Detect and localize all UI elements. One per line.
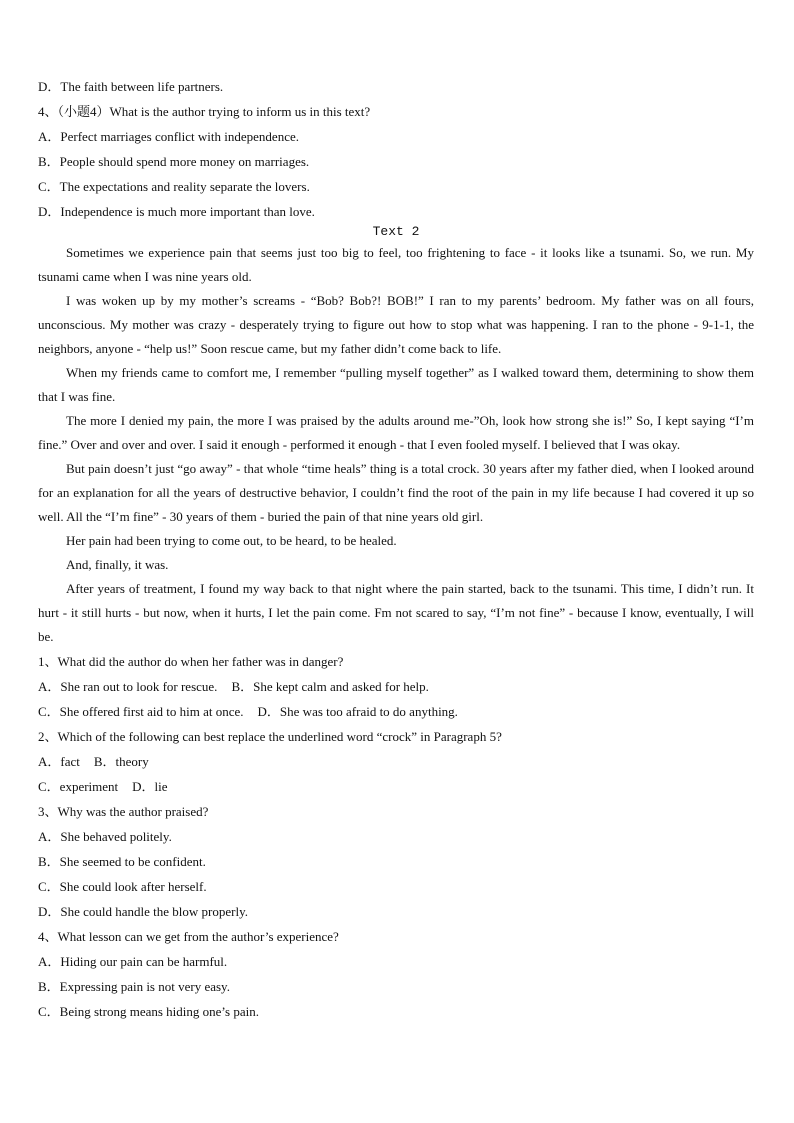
- question-1-options-cd: [38, 699, 754, 724]
- question-2-option-b: B．theory: [93, 754, 149, 769]
- question-3-option-c: C．She could look after herself.: [38, 879, 207, 894]
- question-4-option-c: C．Being strong means hiding one’s pain.: [38, 1004, 259, 1019]
- text2-paragraph-5: But pain doesn’t just “go away” - that whole “time heals” thing is a total crock. 30 years after my father died, when I looked around for an explanation for all the years of destructive behavior, I couldn’t find the root of the pain in my life because I had covered it up so well. All the “I’m fine” - 30 years of them - buried the pain of that nine years old girl.: [38, 461, 754, 524]
- question-4-option-a: A．Hiding our pain can be harmful.: [38, 954, 228, 969]
- question-3-option-b: B．She seemed to be confident.: [38, 854, 206, 869]
- question-3-stem: 3、Why was the author praised?: [38, 804, 209, 819]
- question-2-option-d: D．lie: [132, 779, 168, 794]
- text2-title: Text 2: [372, 224, 420, 239]
- prev-question-4-option-a: A．Perfect marriages conflict with independence.: [38, 129, 299, 144]
- question-2-option-a: A．fact: [38, 754, 80, 769]
- document-page: [38, 74, 754, 1024]
- text2-paragraph-3: When my friends came to comfort me, I remember “pulling myself together” as I walked toward them, determining to show them that I was fine.: [38, 365, 754, 404]
- question-1-options-ab: [38, 674, 754, 699]
- text2-paragraph-8: After years of treatment, I found my way back to that night where the pain started, back to the tsunami. This time, I didn’t run. It hurt - it still hurts - but now, when it hurts, I let the pain come. Fm not scared to say, “I’m not fine” - because I know, eventually, I will be.: [38, 581, 754, 644]
- question-4-stem: 4、What lesson can we get from the author’s experience?: [38, 929, 339, 944]
- prev-question-4-option-c: C．The expectations and reality separate the lovers.: [38, 179, 310, 194]
- question-4-option-b: B．Expressing pain is not very easy.: [38, 979, 230, 994]
- question-3-option-d: D．She could handle the blow properly.: [38, 904, 248, 919]
- question-2-stem: 2、Which of the following can best replace the underlined word “crock” in Paragraph 5?: [38, 729, 502, 744]
- text2-paragraph-4: The more I denied my pain, the more I was praised by the adults around me-”Oh, look how strong she is!” So, I kept saying “I’m fine.” Over and over and over. I said it enough - performed it enough - that I even fooled myself. I believed that I was okay.: [38, 413, 754, 452]
- question-2-options-cd: [38, 774, 754, 799]
- question-2-option-c: C．experiment: [38, 779, 119, 794]
- prev-question-4-option-b: B．People should spend more money on marriages.: [38, 154, 310, 169]
- question-1-option-c: C．She offered first aid to him at once.: [38, 704, 244, 719]
- question-2-options-ab: [38, 749, 754, 774]
- text2-paragraph-2: I was woken up by my mother’s screams - “Bob? Bob?! BOB!” I ran to my parents’ bedroom. My father was on all fours, unconscious. My mother was crazy - desperately trying to figure out how to stop what was happening. I ran to the phone - 9-1-1, the neighbors, anyone - “help us!” Soon rescue came, but my father didn’t come back to life.: [38, 293, 754, 356]
- text2-paragraph-1: Sometimes we experience pain that seems just too big to feel, too frightening to face - it looks like a tsunami. So, we run. My tsunami came when I was nine years old.: [38, 245, 754, 284]
- question-1-stem: 1、What did the author do when her father was in danger?: [38, 654, 344, 669]
- question-1-option-d: D．She was too afraid to do anything.: [257, 704, 458, 719]
- question-1-option-b: B．She kept calm and asked for help.: [231, 679, 429, 694]
- prev-question-4-stem: 4、（小题4）What is the author trying to inform us in this text?: [38, 104, 371, 119]
- prev-question-4-option-d: D．Independence is much more important than love.: [38, 204, 315, 219]
- text2-paragraph-6: Her pain had been trying to come out, to be heard, to be healed.: [66, 533, 397, 548]
- text2-paragraph-7: And, finally, it was.: [66, 557, 169, 572]
- prev-question-option-d: D．The faith between life partners.: [38, 79, 224, 94]
- question-1-option-a: A．She ran out to look for rescue.: [38, 679, 218, 694]
- question-3-option-a: A．She behaved politely.: [38, 829, 172, 844]
